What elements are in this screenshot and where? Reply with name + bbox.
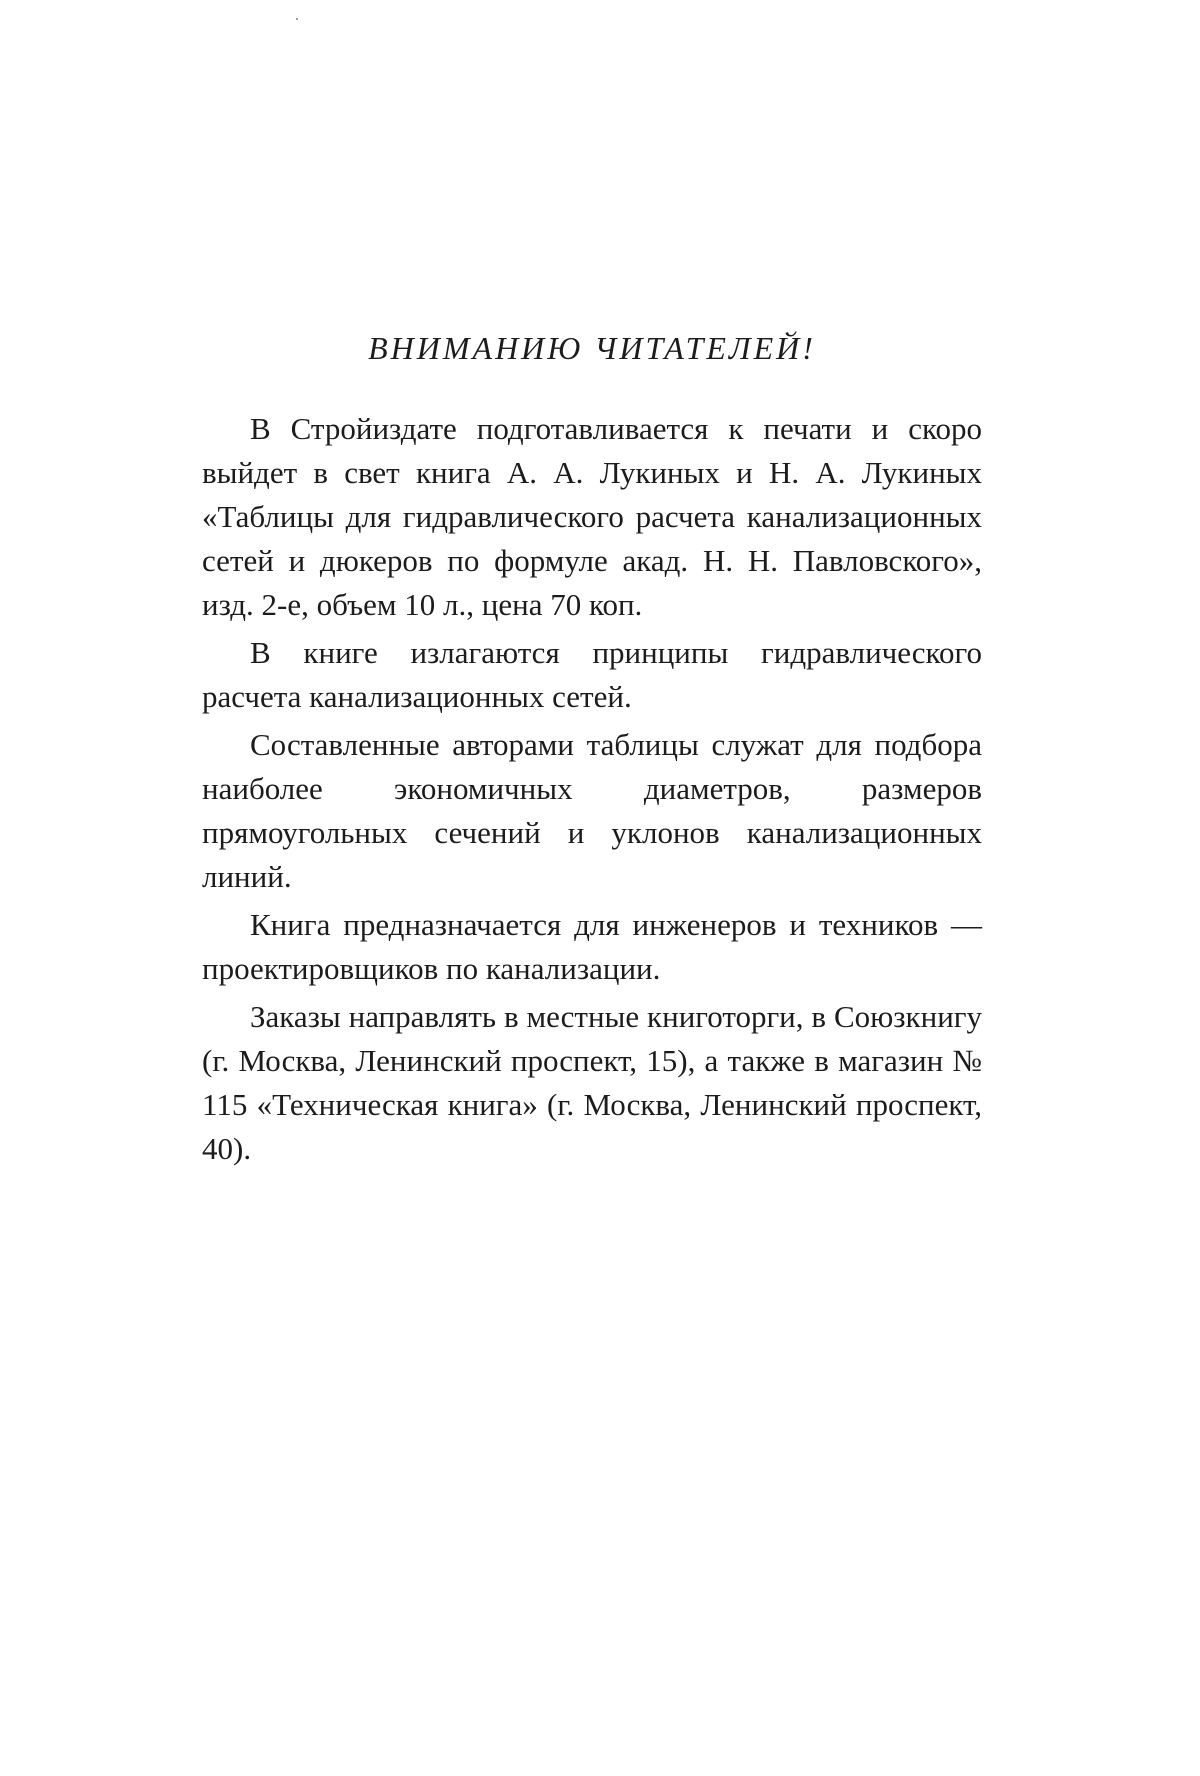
notice-paragraph: В книге излагаются принципы гидравлического расчета канализационных сетей.	[202, 635, 982, 714]
notice-block	[202, 330, 982, 1175]
notice-paragraph: Книга предназначается для инженеров и техников — проектировщиков по канализации.	[202, 907, 982, 986]
scan-speck	[296, 18, 298, 20]
notice-paragraph: В Стройиздате подготавливается к печати и скоро выйдет в свет книга А. А. Лукиных и Н. А. Лукиных «Таблицы для гидравлического расчета канализационных сетей и дюкеров по формуле акад. Н. Н. Павловского», изд. 2-е, объем 10 л., цена 70 коп.	[202, 411, 982, 622]
notice-paragraph: Заказы направлять в местные книготорги, в Союзкнигу (г. Москва, Ленинский проспект, 15), а также в магазин № 115 «Техническая книга» (г. Москва, Ленинский проспект, 40).	[202, 999, 982, 1166]
notice-paragraph: Составленные авторами таблицы служат для подбора наиболее экономичных диаметров, размеров прямоугольных сечений и уклонов канализационных линий.	[202, 727, 982, 894]
notice-title: ВНИМАНИЮ ЧИТАТЕЛЕЙ!	[368, 330, 816, 366]
